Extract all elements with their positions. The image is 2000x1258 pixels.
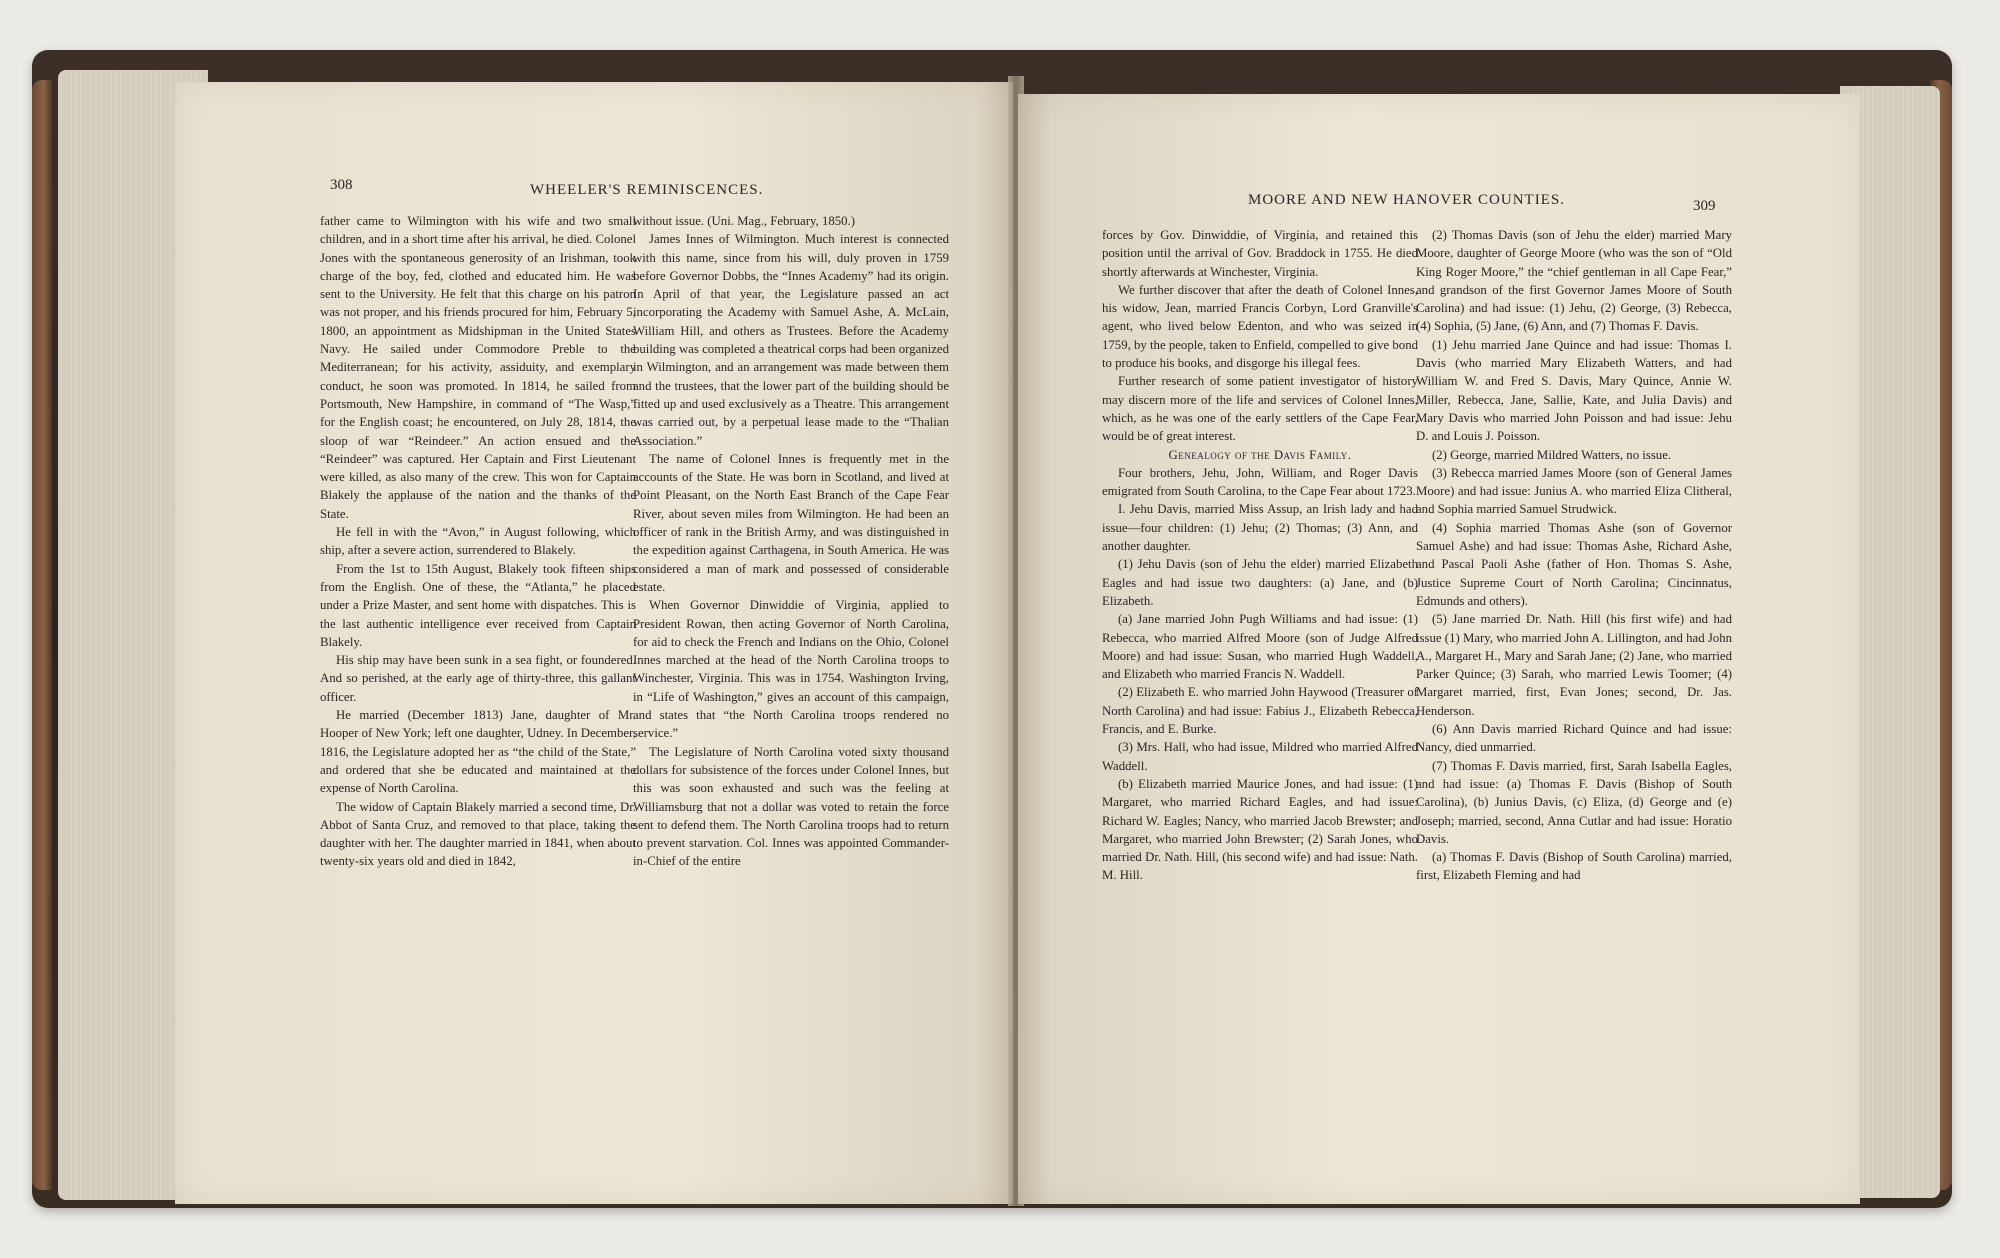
paragraph: The name of Colonel Innes is frequently met in the accounts of the State. He was born in Scotland, and lived at Point Pleasant, on the North East Branch of the Cape Fear River, about seven miles from Wilmington. He had been an officer of rank in the British Army, and was distinguished in the expedition against Carthagena, in South America. He was considered a man of mark and possessed of considerable estate. <box>633 451 949 594</box>
paragraph: He married (December 1813) Jane, daughter of Mr. Hooper of New York; left one daughter, Udney. In December, 1816, the Legislature adopted her as “the child of the State,” and ordered that she be educated and maintained at the expense of North Carolina. <box>320 708 636 796</box>
paragraph: (1) Jehu married Jane Quince and had issue: Thomas I. Davis (who married Mary Elizabeth Watters, and had William W. and Fred S. Davis, Mary Quince, Annie W. Miller, Rebecca, Jane, Sallie, Kate, and Julia Davis) and Mary Davis who married John Poisson and had issue: Jehu D. and Louis J. Poisson. <box>1416 337 1732 444</box>
cover-edge-left <box>32 80 52 1190</box>
left-page <box>175 82 1013 1204</box>
paragraph: His ship may have been sunk in a sea fight, or foundered. And so perished, at the early age of thirty-three, this gallant officer. <box>320 653 636 704</box>
left-column-2 <box>633 212 949 871</box>
paragraph: father came to Wilmington with his wife and two small children, and in a short time after his arrival, he died. Colonel Jones with the spontaneous generosity of an Irishman, took charge of the boy, fed, clothed and educated him. He was sent to the University. He felt that this charge on his patron was not proper, and his friends procured for him, February 5, 1800, an appointment as Midshipman in the United States Navy. He sailed under Commodore Preble to the Mediterranean; for his activity, assiduity, and exemplary conduct, he soon was promoted. In 1814, he sailed from Portsmouth, New Hampshire, in command of “The Wasp,” for the English coast; he encountered, on July 28, 1814, the sloop of war “Reindeer.” An action ensued and the “Reindeer” was captured. Her Captain and First Lieutenant were killed, as also many of the crew. This won for Captain Blakely the applause of the nation and the thanks of the State. <box>320 214 636 521</box>
right-column-2 <box>1416 226 1732 885</box>
paragraph: He fell in with the “Avon,” in August following, which ship, after a severe action, surrendered to Blakely. <box>320 525 636 558</box>
paragraph: (6) Ann Davis married Richard Quince and had issue: Nancy, died unmarried. <box>1416 722 1732 755</box>
right-column-1 <box>1102 226 1418 885</box>
running-head: MOORE AND NEW HANOVER COUNTIES. <box>1248 192 1565 208</box>
paragraph: (2) George, married Mildred Watters, no issue. <box>1432 447 1672 462</box>
paragraph: The widow of Captain Blakely married a second time, Dr. Abbot of Santa Cruz, and removed to that place, taking the daughter with her. The daughter married in 1841, when about twenty-six years old and died in 1842, <box>320 799 636 869</box>
paragraph: (a) Jane married John Pugh Williams and had issue: (1) Rebecca, who married Alfred Moore (son of Judge Alfred Moore) and had issue: Susan, who married Hugh Waddell, and Elizabeth who married Francis N. Waddell. <box>1102 612 1418 682</box>
paragraph: Four brothers, Jehu, John, William, and Roger Davis emigrated from South Carolina, to the Cape Fear about 1723. <box>1102 465 1418 499</box>
paragraph: We further discover that after the death of Colonel Innes, his widow, Jean, married Francis Corbyn, Lord Granville's agent, who lived below Edenton, and who was seized in 1759, by the people, taken to Enfield, compelled to give bond to produce his books, and disgorge his illegal fees. <box>1102 282 1418 371</box>
paragraph: (a) Thomas F. Davis (Bishop of South Carolina) married, first, Elizabeth Fleming and had <box>1416 850 1732 883</box>
paragraph: James Innes of Wilmington. Much interest is connected with this name, since from his will, duly proven in 1759 before Governor Dobbs, the “Innes Academy” had its origin. In April of that year, the Legislature passed an act incorporating the Academy with Samuel Ashe, A. McLain, William Hill, and others as Trustees. Before the Academy building was completed a theatrical corps had been organized in Wilmington, and an arrangement was made between them and the trustees, that the lower part of the building should be fitted up and used exclusively as a Theatre. This arrangement was carried out, by a perpetual lease made to the “Thalian Association.” <box>633 232 949 448</box>
paragraph: From the 1st to 15th August, Blakely took fifteen ships from the English. One of these, the “Atlanta,” he placed under a Prize Master, and sent home with dispatches. This is the last authentic intelligence ever received from Captain Blakely. <box>320 561 636 649</box>
paragraph: without issue. (Uni. Mag., February, 1850.) <box>633 214 856 228</box>
left-column-1 <box>320 212 636 871</box>
paragraph: When Governor Dinwiddie of Virginia, applied to President Rowan, then acting Governor of North Carolina, for aid to check the French and Indians on the Ohio, Colonel Innes marched at the head of the North Carolina troops to Winchester, Virginia. This was in 1754. Washington Irving, in “Life of Washington,” gives an account of this campaign, and states that “the North Carolina troops rendered no service.” <box>633 598 949 741</box>
page-number: 309 <box>1693 198 1716 214</box>
paragraph: (2) Elizabeth E. who married John Haywood (Treasurer of North Carolina) and had issue: Fabius J., Elizabeth Rebecca, Francis, and E. Burke. <box>1102 685 1418 737</box>
paragraph: (3) Mrs. Hall, who had issue, Mildred who married Alfred Waddell. <box>1102 740 1418 773</box>
paragraph: The Legislature of North Carolina voted sixty thousand dollars for subsistence of the forces under Colonel Innes, but this was soon exhausted and such was the feeling at Williamsburg that not a dollar was voted to retain the force sent to defend them. The North Carolina troops had to return to prevent starvation. Col. Innes was appointed Commander-in-Chief of the entire <box>633 744 949 869</box>
page-number: 308 <box>330 177 353 193</box>
paragraph: (4) Sophia married Thomas Ashe (son of Governor Samuel Ashe) and had issue: Thomas Ashe, Richard Ashe, and Pascal Paoli Ashe (father of Hon. Thomas S. Ashe, Justice Supreme Court of North Carolina; Cincinnatus, Edmunds and others). <box>1416 520 1732 608</box>
section-heading: Genealogy of the Davis Family. <box>1168 447 1352 462</box>
paragraph: I. Jehu Davis, married Miss Assup, an Irish lady and had issue—four children: (1) Jehu; (2) Thomas; (3) Ann, and another daughter. <box>1102 502 1418 554</box>
paragraph: (3) Rebecca married James Moore (son of General James Moore) and had issue: Junius A. who married Eliza Clitheral, and Sophia married Samuel Strudwick. <box>1416 465 1732 517</box>
paragraph: (7) Thomas F. Davis married, first, Sarah Isabella Eagles, and had issue: (a) Thomas F. Davis (Bishop of South Carolina), (b) Junius Davis, (c) Eliza, (d) George and (e) Joseph; married, second, Anna Cutlar and had issue: Horatio Davis. <box>1416 758 1732 846</box>
right-page <box>1018 94 1860 1204</box>
paragraph: forces by Gov. Dinwiddie, of Virginia, and retained this position until the arrival of Gov. Braddock in 1755. He died shortly afterwards at Winchester, Virginia. <box>1102 228 1418 279</box>
running-head: WHEELER'S REMINISCENCES. <box>530 182 764 198</box>
paragraph: (b) Elizabeth married Maurice Jones, and had issue: (1) Margaret, who married Richard Eagles, and had issue: Richard W. Eagles; Nancy, who married Jacob Brewster; and Margaret, who married John Brewster; (2) Sarah Jones, who married Dr. Nath. Hill, (his second wife) and had issue: Nath. M. Hill. <box>1102 776 1418 883</box>
paragraph: (1) Jehu Davis (son of Jehu the elder) married Elizabeth Eagles and had issue two daughters: (a) Jane, and (b) Elizabeth. <box>1102 557 1418 608</box>
paragraph: Further research of some patient investigator of history may discern more of the life and services of Colonel Innes, which, as he was one of the early settlers of the Cape Fear, would be of great interest. <box>1102 374 1418 444</box>
paragraph: (2) Thomas Davis (son of Jehu the elder) married Mary Moore, daughter of George Moore (who was the son of “Old King Roger Moore,” the “chief gentleman in all Cape Fear,” and grandson of the first Governor James Moore of South Carolina) and had issue: (1) Jehu, (2) George, (3) Rebecca, (4) Sophia, (5) Jane, (6) Ann, and (7) Thomas F. Davis. <box>1416 228 1732 334</box>
paragraph: (5) Jane married Dr. Nath. Hill (his first wife) and had issue (1) Mary, who married John A. Lillington, and had John A., Margaret H., Mary and Sarah Jane; (2) Jane, who married Parker Quince; (3) Sarah, who married Lewis Toomer; (4) Margaret married, first, Evan Jones; second, Dr. Jas. Henderson. <box>1416 612 1732 718</box>
